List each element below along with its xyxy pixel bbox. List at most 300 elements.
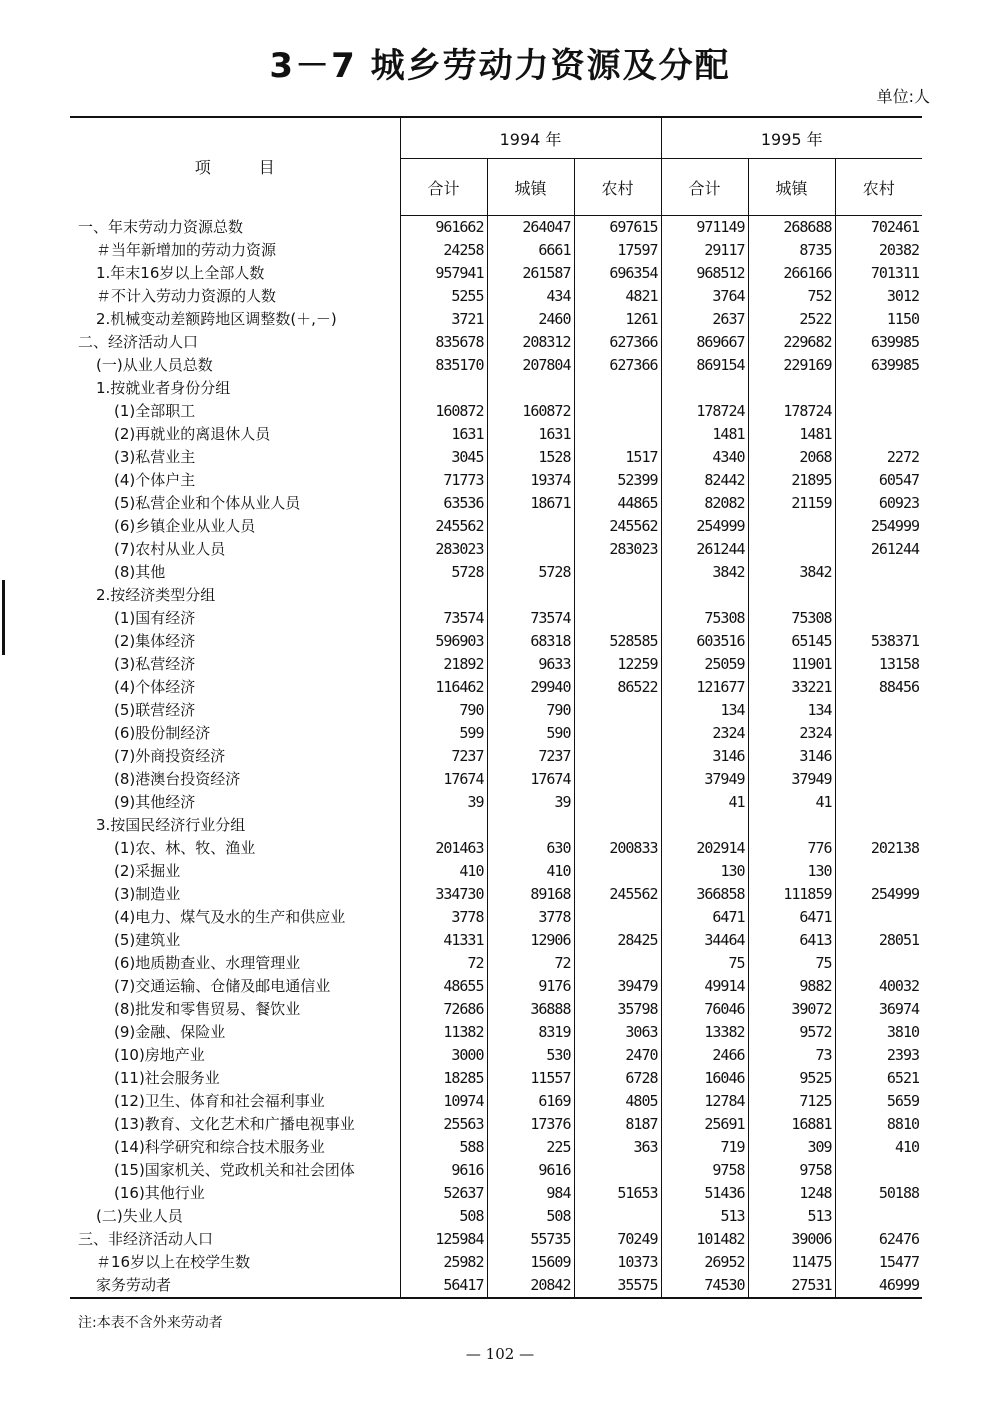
cell-total-1995: 13382: [661, 1021, 748, 1044]
cell-urban-1995: 229169: [748, 354, 835, 377]
cell-rural-1994: 52399: [574, 469, 661, 492]
row-label: (8)港澳台投资经济: [114, 770, 241, 788]
cell-total-1994: 71773: [400, 469, 487, 492]
cell-rural-1994: 51653: [574, 1182, 661, 1205]
cell-rural-1995: [835, 722, 922, 745]
cell-urban-1995: 39006: [748, 1228, 835, 1251]
cell-rural-1995: 1150: [835, 308, 922, 331]
cell-urban-1994: 7237: [487, 745, 574, 768]
cell-total-1995: 82082: [661, 492, 748, 515]
cell-urban-1995: [748, 584, 835, 607]
cell-urban-1995: 6413: [748, 929, 835, 952]
cell-urban-1995: [748, 814, 835, 837]
cell-urban-1995: 9525: [748, 1067, 835, 1090]
cell-total-1995: 75: [661, 952, 748, 975]
cell-total-1995: 2637: [661, 308, 748, 331]
table-row: [70, 1113, 922, 1136]
cell-total-1994: 63536: [400, 492, 487, 515]
row-label: (10)房地产业: [114, 1046, 205, 1064]
cell-total-1995: 74530: [661, 1274, 748, 1298]
cell-total-1994: 835170: [400, 354, 487, 377]
cell-urban-1994: 790: [487, 699, 574, 722]
cell-total-1994: 835678: [400, 331, 487, 354]
cell-total-1995: 869154: [661, 354, 748, 377]
row-label: (8)批发和零售贸易、餐饮业: [114, 1000, 301, 1018]
cell-total-1995: 41: [661, 791, 748, 814]
cell-rural-1994: [574, 561, 661, 584]
cell-rural-1994: 627366: [574, 354, 661, 377]
cell-urban-1995: [748, 538, 835, 561]
table-row: [70, 975, 922, 998]
cell-urban-1995: 27531: [748, 1274, 835, 1298]
cell-urban-1995: 1481: [748, 423, 835, 446]
cell-rural-1995: [835, 699, 922, 722]
table-row: [70, 423, 922, 446]
cell-total-1995: [661, 377, 748, 400]
cell-urban-1994: 36888: [487, 998, 574, 1021]
table-row: [70, 515, 922, 538]
cell-rural-1995: 28051: [835, 929, 922, 952]
table-row: [70, 837, 922, 860]
cell-total-1995: 29117: [661, 239, 748, 262]
cell-total-1994: 5255: [400, 285, 487, 308]
row-label: (3)制造业: [114, 885, 181, 903]
cell-rural-1994: [574, 584, 661, 607]
cell-total-1994: 5728: [400, 561, 487, 584]
row-label: 三、非经济活动人口: [78, 1230, 214, 1248]
cell-urban-1995: 266166: [748, 262, 835, 285]
row-label: ＃16岁以上在校学生数: [96, 1253, 251, 1271]
table-note: 注:本表不含外来劳动者: [78, 1315, 223, 1331]
cell-urban-1995: 2522: [748, 308, 835, 331]
cell-rural-1995: 202138: [835, 837, 922, 860]
cell-total-1995: 82442: [661, 469, 748, 492]
table-row: [70, 1251, 922, 1274]
row-label: (4)个体经济: [114, 678, 196, 696]
cell-rural-1994: 35798: [574, 998, 661, 1021]
cell-rural-1995: [835, 561, 922, 584]
row-label: (1)国有经济: [114, 609, 196, 627]
cell-urban-1994: 508: [487, 1205, 574, 1228]
cell-total-1994: 17674: [400, 768, 487, 791]
cell-rural-1994: [574, 1159, 661, 1182]
cell-urban-1994: 1528: [487, 446, 574, 469]
cell-total-1994: 3778: [400, 906, 487, 929]
row-label: (5)私营企业和个体从业人员: [114, 494, 301, 512]
cell-total-1995: 971149: [661, 216, 748, 240]
cell-urban-1994: 630: [487, 837, 574, 860]
cell-total-1995: 1481: [661, 423, 748, 446]
row-label: 1.年末16岁以上全部人数: [96, 264, 265, 282]
cell-urban-1994: [487, 584, 574, 607]
cell-total-1994: 24258: [400, 239, 487, 262]
row-label: (8)其他: [114, 563, 166, 581]
cell-urban-1994: 17674: [487, 768, 574, 791]
cell-total-1994: 245562: [400, 515, 487, 538]
cell-total-1994: 410: [400, 860, 487, 883]
cell-rural-1994: [574, 607, 661, 630]
cell-urban-1995: 130: [748, 860, 835, 883]
cell-total-1994: 25982: [400, 1251, 487, 1274]
cell-urban-1995: 1248: [748, 1182, 835, 1205]
row-label: (16)其他行业: [114, 1184, 205, 1202]
cell-total-1995: 2324: [661, 722, 748, 745]
row-label: (5)联营经济: [114, 701, 196, 719]
row-label: (2)再就业的离退休人员: [114, 425, 271, 443]
row-label: ＃不计入劳动力资源的人数: [96, 287, 277, 305]
row-label: (7)农村从业人员: [114, 540, 226, 558]
cell-urban-1994: 984: [487, 1182, 574, 1205]
cell-total-1995: 6471: [661, 906, 748, 929]
table-row: [70, 676, 922, 699]
cell-urban-1994: 55735: [487, 1228, 574, 1251]
col-header-total-1995: 合计: [661, 159, 748, 216]
cell-total-1995: 37949: [661, 768, 748, 791]
row-label: (14)科学研究和综合技术服务业: [114, 1138, 325, 1156]
table-row: [70, 285, 922, 308]
cell-total-1994: 3721: [400, 308, 487, 331]
table-row: [70, 1067, 922, 1090]
cell-rural-1994: [574, 1205, 661, 1228]
cell-total-1995: 25059: [661, 653, 748, 676]
cell-rural-1995: [835, 745, 922, 768]
row-label: (2)采掘业: [114, 862, 181, 880]
row-label: (7)外商投资经济: [114, 747, 226, 765]
cell-rural-1995: [835, 906, 922, 929]
cell-total-1995: 130: [661, 860, 748, 883]
cell-total-1995: 202914: [661, 837, 748, 860]
cell-rural-1995: 46999: [835, 1274, 922, 1298]
cell-total-1995: 968512: [661, 262, 748, 285]
cell-urban-1995: 39072: [748, 998, 835, 1021]
cell-urban-1994: 530: [487, 1044, 574, 1067]
cell-rural-1994: 200833: [574, 837, 661, 860]
cell-total-1994: 39: [400, 791, 487, 814]
cell-total-1994: 599: [400, 722, 487, 745]
cell-rural-1994: 10373: [574, 1251, 661, 1274]
table-row: [70, 239, 922, 262]
table-row: [70, 653, 922, 676]
cell-urban-1994: 9616: [487, 1159, 574, 1182]
cell-rural-1994: [574, 699, 661, 722]
cell-total-1994: 73574: [400, 607, 487, 630]
cell-total-1995: 51436: [661, 1182, 748, 1205]
cell-urban-1994: 19374: [487, 469, 574, 492]
cell-rural-1994: 528585: [574, 630, 661, 653]
table-row: [70, 1228, 922, 1251]
row-label: (3)私营业主: [114, 448, 196, 466]
cell-rural-1994: 283023: [574, 538, 661, 561]
cell-urban-1995: 8735: [748, 239, 835, 262]
cell-urban-1994: 1631: [487, 423, 574, 446]
cell-total-1995: 26952: [661, 1251, 748, 1274]
cell-total-1995: 25691: [661, 1113, 748, 1136]
cell-rural-1995: [835, 814, 922, 837]
table-row: [70, 331, 922, 354]
cell-total-1995: 75308: [661, 607, 748, 630]
cell-urban-1994: 20842: [487, 1274, 574, 1298]
cell-urban-1995: 752: [748, 285, 835, 308]
table-row: [70, 469, 922, 492]
cell-total-1994: 48655: [400, 975, 487, 998]
cell-total-1994: [400, 584, 487, 607]
cell-urban-1994: 29940: [487, 676, 574, 699]
cell-total-1994: 3045: [400, 446, 487, 469]
table-row: [70, 1021, 922, 1044]
row-label: (6)地质勘查业、水理管理业: [114, 954, 301, 972]
table-row: [70, 998, 922, 1021]
cell-rural-1994: 3063: [574, 1021, 661, 1044]
cell-total-1995: [661, 814, 748, 837]
cell-total-1994: 201463: [400, 837, 487, 860]
table-row: [70, 906, 922, 929]
cell-total-1994: 11382: [400, 1021, 487, 1044]
cell-urban-1995: 75: [748, 952, 835, 975]
cell-urban-1995: 16881: [748, 1113, 835, 1136]
cell-urban-1994: 590: [487, 722, 574, 745]
cell-urban-1994: [487, 814, 574, 837]
cell-urban-1995: [748, 377, 835, 400]
table-row: [70, 768, 922, 791]
cell-urban-1995: 7125: [748, 1090, 835, 1113]
cell-urban-1995: 75308: [748, 607, 835, 630]
cell-rural-1995: [835, 1159, 922, 1182]
cell-total-1994: 9616: [400, 1159, 487, 1182]
cell-urban-1995: 9882: [748, 975, 835, 998]
cell-urban-1995: 6471: [748, 906, 835, 929]
cell-urban-1994: 18671: [487, 492, 574, 515]
cell-urban-1994: [487, 377, 574, 400]
row-label: (1)全部职工: [114, 402, 196, 420]
cell-rural-1995: [835, 423, 922, 446]
table-row: [70, 699, 922, 722]
cell-rural-1994: [574, 768, 661, 791]
cell-rural-1994: 39479: [574, 975, 661, 998]
cell-total-1994: 25563: [400, 1113, 487, 1136]
cell-urban-1994: 17376: [487, 1113, 574, 1136]
table-row: [70, 630, 922, 653]
cell-urban-1995: 9758: [748, 1159, 835, 1182]
cell-total-1994: 7237: [400, 745, 487, 768]
cell-urban-1995: 33221: [748, 676, 835, 699]
cell-urban-1994: 434: [487, 285, 574, 308]
cell-rural-1994: [574, 400, 661, 423]
cell-urban-1995: 2324: [748, 722, 835, 745]
cell-urban-1994: 9633: [487, 653, 574, 676]
cell-total-1995: 254999: [661, 515, 748, 538]
row-label: (6)股份制经济: [114, 724, 211, 742]
cell-urban-1995: 11901: [748, 653, 835, 676]
cell-rural-1995: 13158: [835, 653, 922, 676]
table-row: [70, 354, 922, 377]
row-label: (13)教育、文化艺术和广播电视事业: [114, 1115, 355, 1133]
table-row: [70, 538, 922, 561]
table-row: [70, 1159, 922, 1182]
table-row: [70, 860, 922, 883]
cell-rural-1994: 86522: [574, 676, 661, 699]
cell-rural-1995: 20382: [835, 239, 922, 262]
cell-urban-1994: [487, 515, 574, 538]
cell-total-1995: [661, 584, 748, 607]
table-row: [70, 722, 922, 745]
col-header-rural-1994: 农村: [574, 159, 661, 216]
cell-total-1995: 2466: [661, 1044, 748, 1067]
table-row: [70, 492, 922, 515]
row-label: 2.机械变动差额跨地区调整数(＋,－): [96, 310, 337, 328]
cell-urban-1994: 12906: [487, 929, 574, 952]
cell-rural-1995: [835, 1205, 922, 1228]
cell-rural-1995: 50188: [835, 1182, 922, 1205]
cell-rural-1994: [574, 423, 661, 446]
row-label: (9)金融、保险业: [114, 1023, 226, 1041]
cell-rural-1994: 17597: [574, 239, 661, 262]
cell-rural-1995: 701311: [835, 262, 922, 285]
cell-rural-1994: 35575: [574, 1274, 661, 1298]
table-body: [70, 216, 922, 1299]
cell-total-1994: 1631: [400, 423, 487, 446]
labor-resource-table: [70, 116, 922, 1299]
cell-urban-1994: 6169: [487, 1090, 574, 1113]
cell-urban-1995: 268688: [748, 216, 835, 240]
cell-total-1994: 508: [400, 1205, 487, 1228]
cell-urban-1995: 2068: [748, 446, 835, 469]
cell-urban-1994: 160872: [487, 400, 574, 423]
cell-urban-1995: 3842: [748, 561, 835, 584]
cell-rural-1995: 3810: [835, 1021, 922, 1044]
row-label: (1)农、林、牧、渔业: [114, 839, 256, 857]
cell-rural-1994: [574, 814, 661, 837]
cell-total-1995: 3146: [661, 745, 748, 768]
table-row: [70, 216, 922, 240]
cell-total-1994: 160872: [400, 400, 487, 423]
cell-urban-1994: 73574: [487, 607, 574, 630]
cell-urban-1994: 2460: [487, 308, 574, 331]
row-label: (12)卫生、体育和社会福利事业: [114, 1092, 325, 1110]
cell-rural-1995: 5659: [835, 1090, 922, 1113]
cell-urban-1995: 776: [748, 837, 835, 860]
cell-rural-1995: [835, 791, 922, 814]
row-label: (一)从业人员总数: [96, 356, 213, 374]
cell-rural-1994: 1517: [574, 446, 661, 469]
unit-label: 单位:人: [876, 87, 930, 106]
cell-urban-1995: 21159: [748, 492, 835, 515]
cell-total-1995: 121677: [661, 676, 748, 699]
cell-total-1994: 72686: [400, 998, 487, 1021]
cell-rural-1994: 363: [574, 1136, 661, 1159]
cell-urban-1995: 41: [748, 791, 835, 814]
row-label: (11)社会服务业: [114, 1069, 220, 1087]
cell-total-1994: 72: [400, 952, 487, 975]
cell-urban-1994: 3778: [487, 906, 574, 929]
cell-rural-1995: [835, 584, 922, 607]
cell-total-1994: 10974: [400, 1090, 487, 1113]
table-row: [70, 446, 922, 469]
cell-rural-1995: 702461: [835, 216, 922, 240]
cell-urban-1995: 65145: [748, 630, 835, 653]
cell-rural-1995: [835, 400, 922, 423]
row-label: 二、经济活动人口: [78, 333, 199, 351]
cell-urban-1994: 68318: [487, 630, 574, 653]
cell-urban-1995: 3146: [748, 745, 835, 768]
col-header-urban-1994: 城镇: [487, 159, 574, 216]
row-label: (2)集体经济: [114, 632, 196, 650]
cell-rural-1995: [835, 607, 922, 630]
row-label: (6)乡镇企业从业人员: [114, 517, 256, 535]
row-label: 3.按国民经济行业分组: [96, 816, 246, 834]
cell-rural-1994: 245562: [574, 883, 661, 906]
cell-total-1994: 56417: [400, 1274, 487, 1298]
table-row: [70, 1182, 922, 1205]
cell-rural-1995: [835, 377, 922, 400]
page-title: 3－7 城乡劳动力资源及分配: [269, 46, 731, 86]
col-header-total-1994: 合计: [400, 159, 487, 216]
cell-total-1994: 334730: [400, 883, 487, 906]
cell-rural-1995: 3012: [835, 285, 922, 308]
cell-urban-1994: 39: [487, 791, 574, 814]
cell-total-1995: 101482: [661, 1228, 748, 1251]
cell-total-1994: 18285: [400, 1067, 487, 1090]
cell-rural-1994: 28425: [574, 929, 661, 952]
table-row: [70, 929, 922, 952]
table-row: [70, 377, 922, 400]
cell-urban-1995: 229682: [748, 331, 835, 354]
cell-urban-1994: [487, 538, 574, 561]
row-label: (9)其他经济: [114, 793, 196, 811]
cell-rural-1995: 2272: [835, 446, 922, 469]
cell-rural-1994: 70249: [574, 1228, 661, 1251]
cell-total-1994: 790: [400, 699, 487, 722]
table-row: [70, 883, 922, 906]
cell-total-1994: 588: [400, 1136, 487, 1159]
row-label: (4)个体户主: [114, 471, 196, 489]
cell-rural-1995: 40032: [835, 975, 922, 998]
cell-rural-1995: 254999: [835, 883, 922, 906]
row-label: 2.按经济类型分组: [96, 586, 216, 604]
cell-rural-1994: [574, 952, 661, 975]
table-row: [70, 814, 922, 837]
cell-rural-1994: 2470: [574, 1044, 661, 1067]
cell-total-1995: 366858: [661, 883, 748, 906]
cell-total-1995: 3764: [661, 285, 748, 308]
cell-urban-1994: 207804: [487, 354, 574, 377]
cell-urban-1994: 264047: [487, 216, 574, 240]
cell-rural-1995: [835, 860, 922, 883]
cell-urban-1994: 72: [487, 952, 574, 975]
cell-urban-1994: 225: [487, 1136, 574, 1159]
cell-rural-1995: 15477: [835, 1251, 922, 1274]
cell-urban-1995: 111859: [748, 883, 835, 906]
cell-total-1994: 283023: [400, 538, 487, 561]
cell-urban-1994: 5728: [487, 561, 574, 584]
table-row: [70, 952, 922, 975]
cell-urban-1994: 15609: [487, 1251, 574, 1274]
cell-rural-1994: [574, 722, 661, 745]
table-row: [70, 400, 922, 423]
cell-rural-1995: 60547: [835, 469, 922, 492]
table-row: [70, 561, 922, 584]
row-label: 1.按就业者身份分组: [96, 379, 231, 397]
cell-total-1994: 116462: [400, 676, 487, 699]
cell-total-1994: 21892: [400, 653, 487, 676]
cell-total-1995: 34464: [661, 929, 748, 952]
cell-rural-1994: 12259: [574, 653, 661, 676]
cell-total-1994: 125984: [400, 1228, 487, 1251]
table-row: [70, 745, 922, 768]
cell-rural-1994: 44865: [574, 492, 661, 515]
cell-total-1994: [400, 377, 487, 400]
cell-rural-1995: 538371: [835, 630, 922, 653]
cell-total-1995: 49914: [661, 975, 748, 998]
